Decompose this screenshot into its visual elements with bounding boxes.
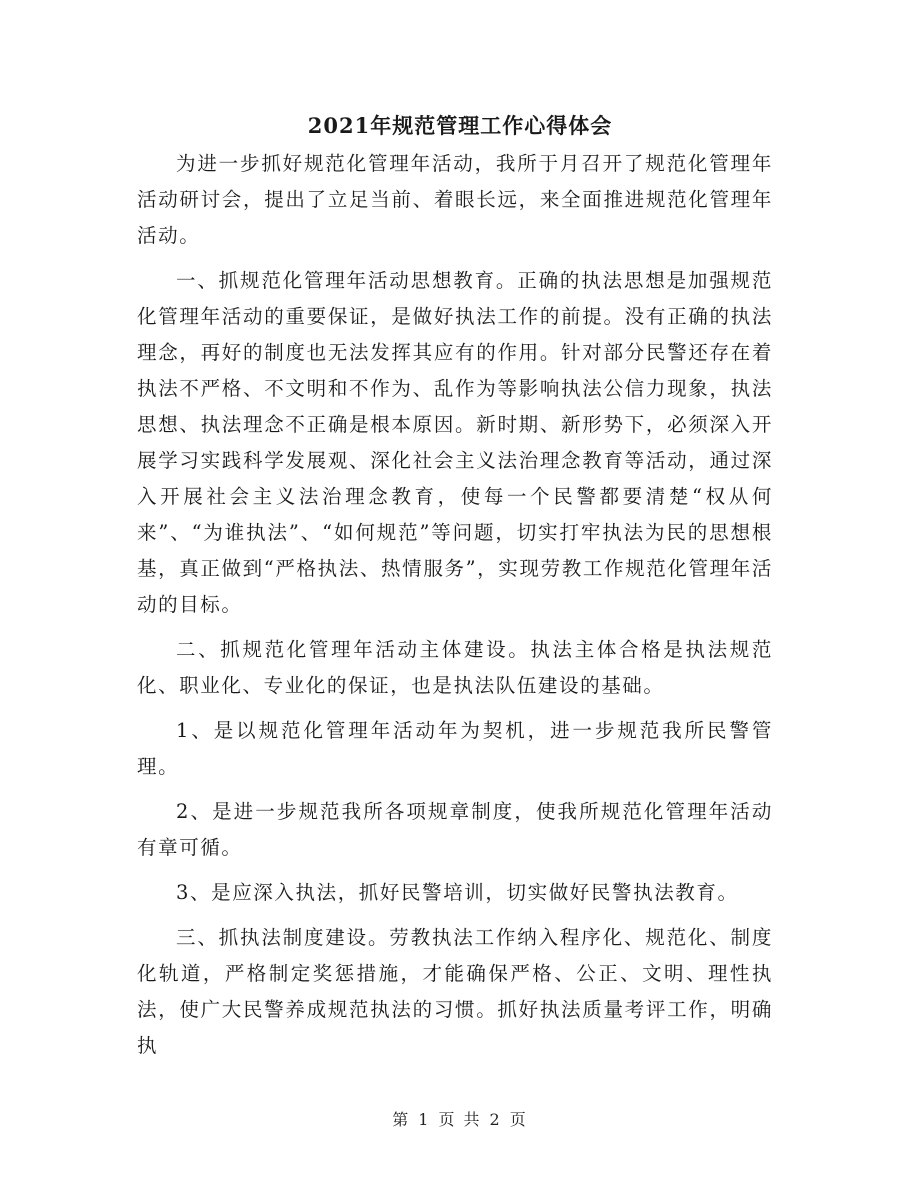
paragraph-section-2: 二、抓规范化管理年活动主体建设。执法主体合格是执法规范化、职业化、专业化的保证，也是执法队伍建设的基础。 — [137, 638, 773, 697]
paragraph-item-2: 2、是进一步规范我所各项规章制度，使我所规范化管理年活动有章可循。 — [137, 800, 773, 859]
footer-prefix: 第 — [392, 1110, 411, 1129]
paragraph-section-3: 三、抓执法制度建设。劳教执法工作纳入程序化、规范化、制度化轨道，严格制定奖惩措施，才能确保严格、公正、文明、理性执法，使广大民警养成规范执法的习惯。抓好执法质量考评工作，明确执 — [137, 926, 773, 1057]
paragraph-item-3: 3、是应深入执法，抓好民警培训，切实做好民警执法教育。 — [176, 881, 739, 904]
page-footer — [0, 1108, 920, 1132]
paragraph-section-1: 一、抓规范化管理年活动思想教育。正确的执法思想是加强规范化管理年活动的重要保证，是做好执法工作的前提。没有正确的执法理念，再好的制度也无法发挥其应有的作用。针对部分民警还存在着执法不严格、不文明和不作为、乱作为等影响执法公信力现象，执法思想、执法理念不正确是根本原因。新时期、新形势下，必须深入开展学习实践科学发展观、深化社会主义法治理念教育等活动，通过深入开展社会主义法治理念教育，使每一个民警都要清楚“权从何来”、“为谁执法”、“如何规范”等问题，切实打牢执法为民的思想根基，真正做到“严格执法、热情服务”，实现劳教工作规范化管理年活动的目标。 — [137, 269, 773, 616]
document-body — [137, 146, 773, 1073]
footer-suffix: 页 — [509, 1110, 528, 1129]
footer-middle: 页 共 — [438, 1110, 482, 1129]
footer-current-page: 1 — [418, 1110, 431, 1129]
footer-total-pages: 2 — [489, 1110, 502, 1129]
paragraph-item-1: 1、是以规范化管理年活动年为契机，进一步规范我所民警管理。 — [137, 719, 773, 778]
paragraph-intro: 为进一步抓好规范化管理年活动，我所于月召开了规范化管理年活动研讨会，提出了立足当前、着眼长远，来全面推进规范化管理年活动。 — [137, 152, 773, 247]
document-title: 2021年规范管理工作心得体会 — [307, 113, 613, 138]
